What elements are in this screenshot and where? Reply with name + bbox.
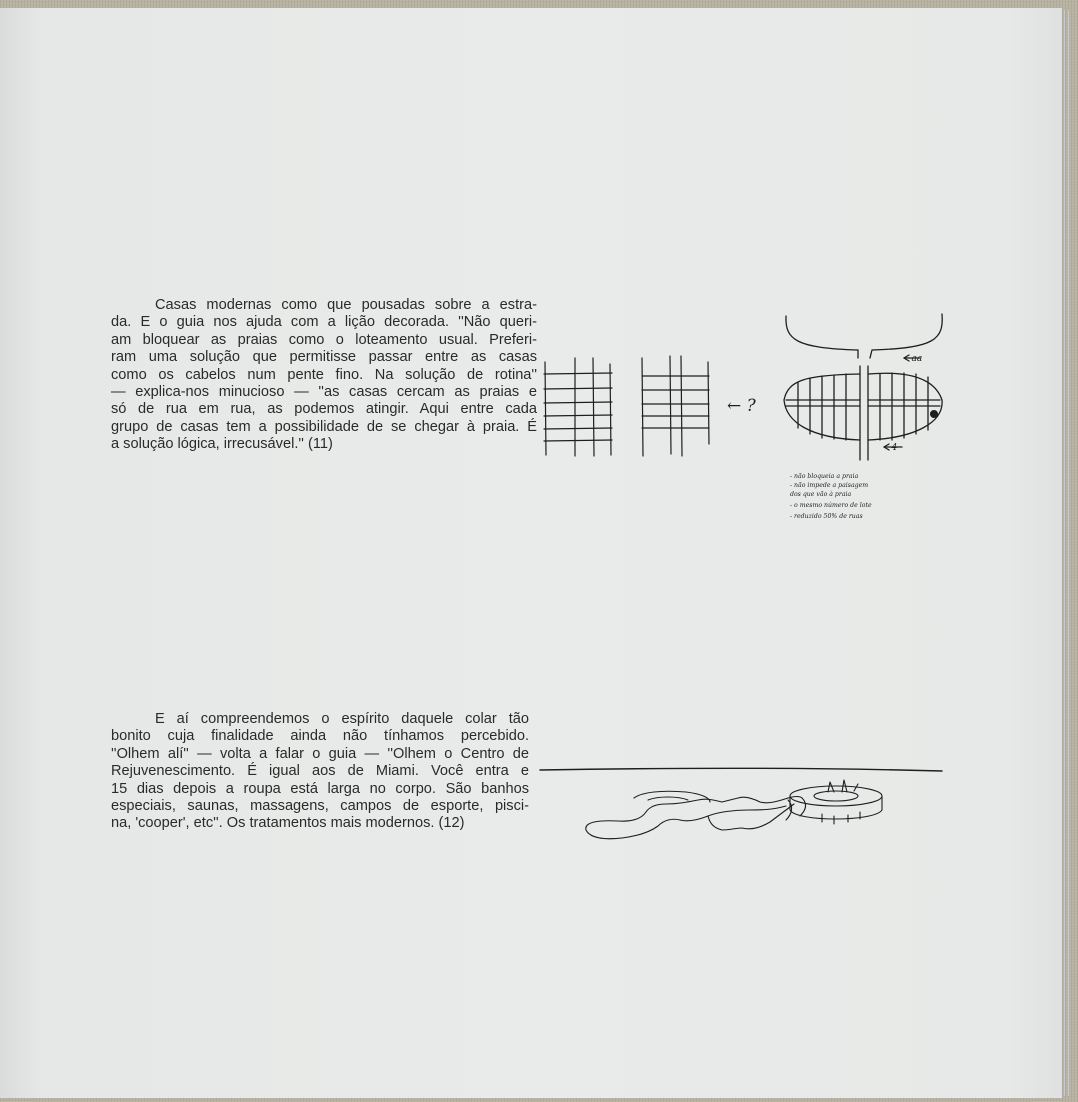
sketch-horizon: [540, 768, 942, 771]
book-page: [0, 8, 1062, 1098]
note-line: - o mesmo número de lote: [790, 502, 872, 509]
question-arrow-label: ← ?: [727, 396, 756, 416]
text-line: a solução lógica, irrecusável.'' (11): [111, 436, 333, 453]
paragraph-casas-modernas: [111, 297, 537, 454]
text-line: am bloquear as praias como o loteamento usual. Preferi-: [111, 331, 537, 348]
text-line: como os cabelos num pente fino. Na solução de rotina'': [111, 366, 537, 383]
paragraph-centro-rejuvenescimento: [111, 711, 529, 833]
text-line: da. E o guia nos ajuda com a lição decorada. ''Não queri-: [111, 314, 537, 331]
sketch-shore-left: [786, 316, 858, 358]
sketch-grid-right: [642, 356, 709, 456]
sketch-dot: [931, 411, 938, 418]
text-line: Casas modernas como que pousadas sobre a estra-: [155, 297, 537, 313]
sketch-round-building-top: [790, 786, 882, 806]
text-line: na, 'cooper', etc''. Os tratamentos mais modernos. (12): [111, 815, 465, 832]
sketch-lake-inner: [708, 804, 794, 830]
note-line: - não bloqueia a praia: [790, 473, 859, 480]
text-line: E aí compreendemos o espírito daquele colar tão: [155, 711, 529, 727]
text-line: só de rua em rua, as podemos atingir. Aqui entre cada: [111, 401, 537, 418]
page-edge: [1064, 10, 1065, 1096]
note-line: - não impede a paisagem: [790, 482, 869, 489]
arrow-label-bottom: ←4: [884, 443, 898, 453]
sketch-rejuvenation-center: [538, 758, 948, 873]
sketch-shore-right: [870, 314, 942, 358]
sketch-oval-plan: [776, 310, 952, 540]
page-edge: [1068, 10, 1069, 1096]
sketch-grid-left: [544, 358, 612, 456]
text-line: — explica-nos minucioso — ''as casas cercam as praias e: [111, 384, 537, 401]
sketch-lake-outline: [586, 797, 802, 831]
sketch-notes: [790, 473, 872, 520]
text-line: grupo de casas tem a possibilidade de se chegar à praia. É: [111, 418, 537, 435]
text-line: ''Olhem alí'' — volta a falar o guia — ''Olhem o Centro de: [111, 745, 529, 762]
arrow-label-top: ←aa: [904, 354, 923, 364]
note-line: - reduzido 50% de ruas: [790, 513, 863, 520]
text-line: Rejuvenescimento. É igual aos de Miami. Você entra e: [111, 763, 529, 780]
note-line: dos que vão à praia: [790, 491, 852, 498]
sketch-comb-grids: [538, 352, 770, 462]
text-line: bonito cuja finalidade ainda não tínhamos percebido.: [111, 728, 529, 745]
text-line: 15 dias depois a roupa está larga no corpo. São banhos: [111, 780, 529, 797]
text-line: ram uma solução que permitisse passar entre as casas: [111, 349, 537, 366]
sketch-road-left: [786, 400, 860, 406]
text-line: especiais, saunas, massagens, campos de esporte, pisci-: [111, 798, 529, 815]
